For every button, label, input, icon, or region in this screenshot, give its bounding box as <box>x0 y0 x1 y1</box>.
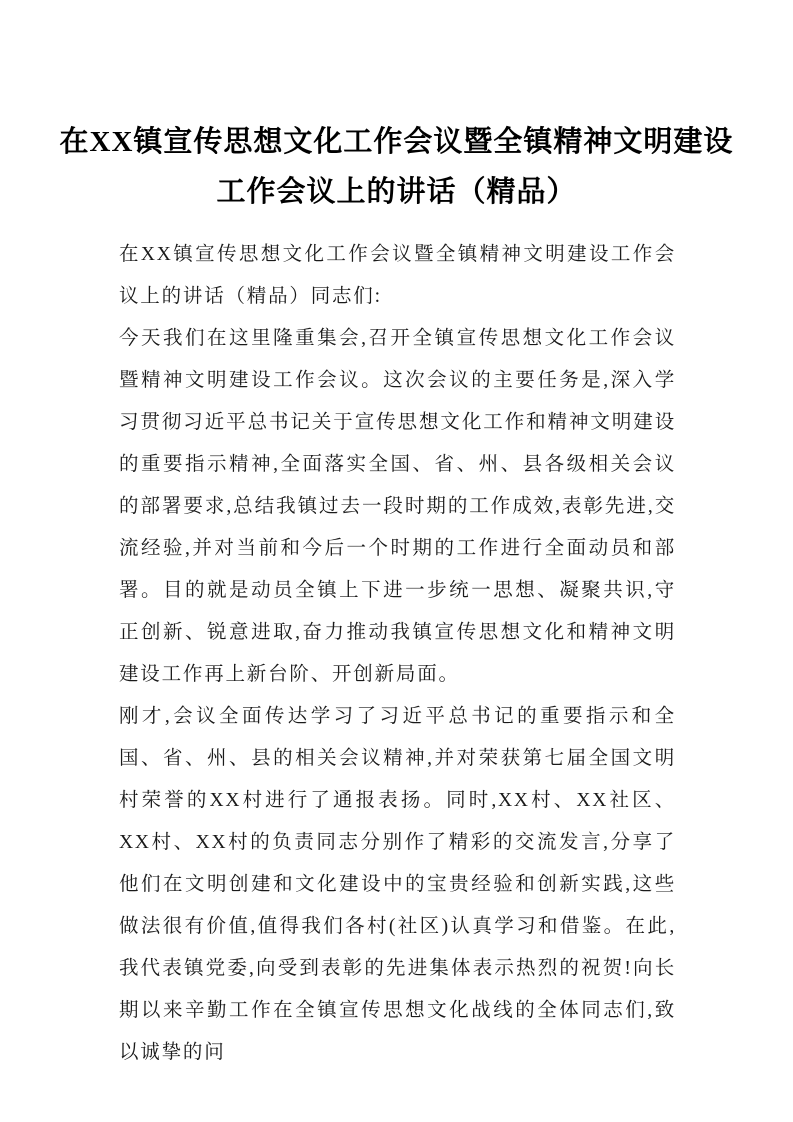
paragraph-meeting-purpose: 今天我们在这里隆重集会,召开全镇宣传思想文化工作会议暨精神文明建设工作会议。这次会议的主要任务是,深入学习贯彻习近平总书记关于宣传思想文化工作和精神文明建设的重要指示精神,全面落实全国、省、州、县各级相关会议的部署要求,总结我镇过去一段时期的工作成效,表彰先进,交流经验,并对当前和今后一个时期的工作进行全面动员和部署。目的就是动员全镇上下进一步统一思想、凝聚共识,守正创新、锐意进取,奋力推动我镇宣传思想文化和精神文明建设工作再上新台阶、开创新局面。 <box>119 328 676 685</box>
paragraph-commendations: 刚才,会议全面传达学习了习近平总书记的重要指示和全国、省、州、县的相关会议精神,并对荣获第七届全国文明村荣誉的XX村进行了通报表扬。同时,XX村、XX社区、XX村、XX村的负责同志分别作了精彩的交流发言,分享了他们在文明创建和文化建设中的宝贵经验和创新实践,这些做法很有价值,值得我们各村(社区)认真学习和借鉴。在此,我代表镇党委,向受到表彰的先进集体表示热烈的祝贺!向长期以来辛勤工作在全镇宣传思想文化战线的全体同志们,致以诚挚的问 <box>119 706 676 1063</box>
paragraph-salutation: 在XX镇宣传思想文化工作会议暨全镇精神文明建设工作会议上的讲话（精品）同志们: <box>119 244 676 307</box>
document-title: 在XX镇宣传思想文化工作会议暨全镇精神文明建设工作会议上的讲话（精品） <box>59 126 734 208</box>
document-body <box>119 234 676 1074</box>
